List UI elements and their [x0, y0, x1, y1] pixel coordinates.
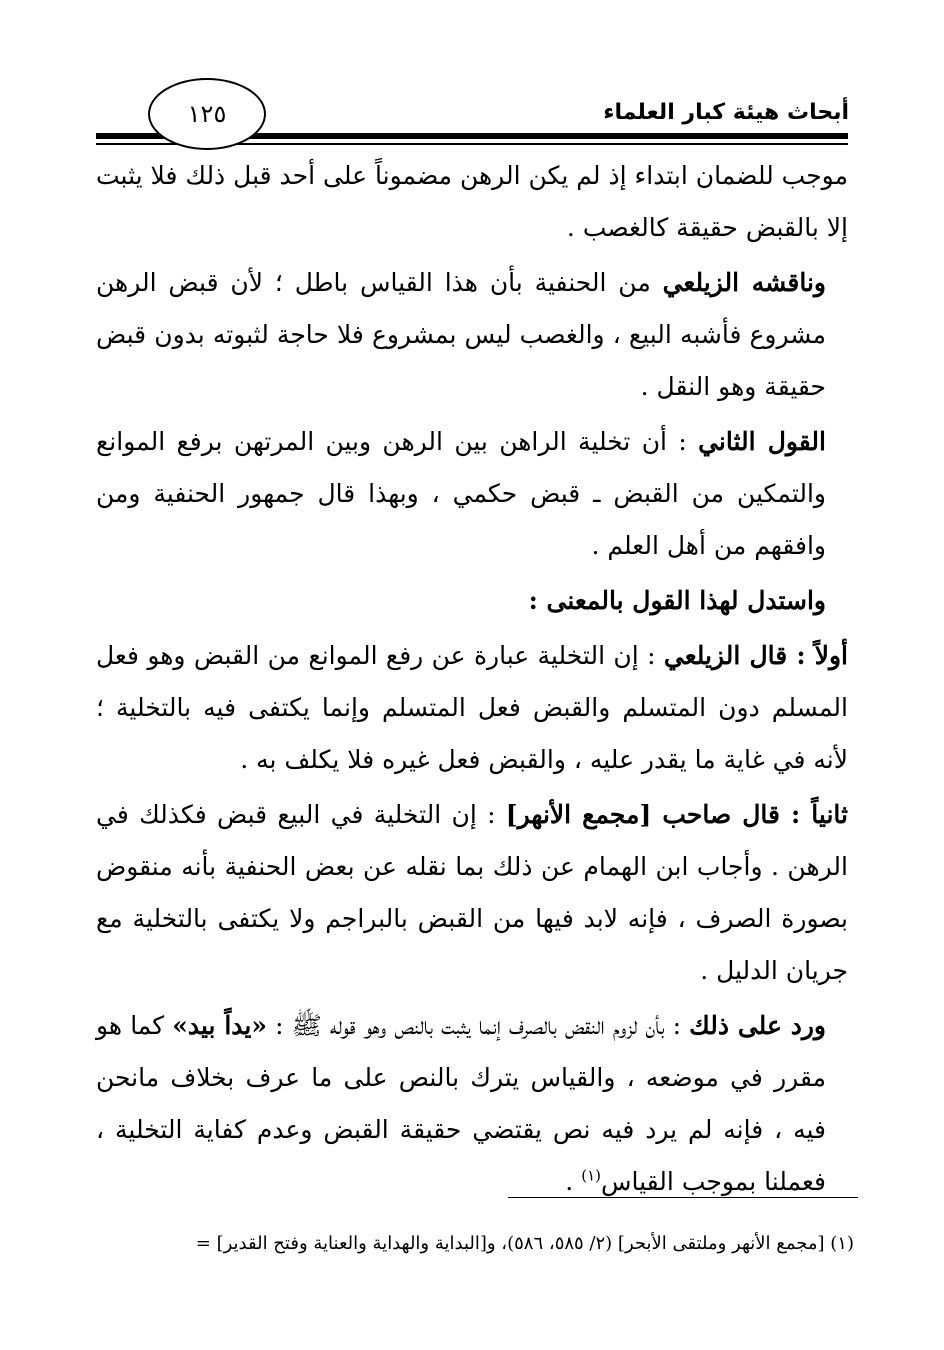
paragraph-3: القول الثاني : أن تخلية الراهن بين الرهن وبين المرتهن برفع الموانع والتمكين من القبض ـ قبض حكمي ، وبهذا قال جمهور الحنفية ومن وافقهم من أهل العلم . — [96, 427, 826, 560]
footnote-reference[interactable]: (١) — [581, 1166, 601, 1185]
hadith-quote: «يداً بيد» — [172, 1011, 267, 1040]
paragraph-2: وناقشه الزيلعي من الحنفية بأن هذا القياس باطل ؛ لأن قبض الرهن مشروع فأشبه البيع ، والغصب ليس بمشروع فلا حاجة لثبوته بدون قبض حقيقة وهو النقل . — [96, 268, 827, 401]
paragraph-7-lead: ورد على ذلك — [689, 1011, 826, 1040]
paragraph-4-heading: واستدل لهذا القول بالمعنى : — [528, 586, 826, 615]
paragraph-7: ورد على ذلك : بأن لزوم النقض بالصرف إنما يثبت بالنص وهو قوله ﷺ : «يداً بيد» كما هو مقرر في موضعه ، والقياس يترك بالنص على ما عرف بخلاف مانحن فيه ، فإنه لم يرد فيه نص يقتضي حقيقة القبض وعدم كفاية التخلية ، فعملنا بموجب القياس$^{(١)}$ . — [96, 1011, 826, 1196]
footnote-text: (١) [مجمع الأنهر وملتقى الأبحر] (٢/ ٥٨٥، ٥٨٦)، و[البداية والهداية والعناية وفتح القدير] = — [195, 1233, 854, 1254]
paragraph-4 — [96, 575, 848, 627]
paragraph-1: موجب للضمان ابتداء إذ لم يكن الرهن مضموناً على أحد قبل ذلك فلا يثبت إلا بالقبض حقيقة كالغصب . — [96, 161, 848, 242]
body-text — [96, 150, 848, 1211]
page-number: ١٢٥ — [148, 78, 266, 150]
paragraph-6-lead: ثانياً : قال صاحب [مجمع الأنهر] — [505, 800, 848, 829]
footnote-rule — [508, 1197, 858, 1198]
running-header-title: أبحاث هيئة كبار العلماء — [603, 100, 849, 125]
paragraph-5-lead: أولاً : قال الزيلعي — [663, 641, 848, 670]
paragraph-3-lead: القول الثاني — [698, 427, 826, 456]
paragraph-5: أولاً : قال الزيلعي : إن التخلية عبارة عن رفع الموانع من القبض وهو فعل المسلم دون المتسلم والقبض فعل المتسلم وإنما يكتفى فيه بالتخلية ؛ لأنه في غاية ما يقدر عليه ، والقبض فعل غيره فلا يكلف به . — [96, 641, 848, 774]
paragraph-6: ثانياً : قال صاحب [مجمع الأنهر] : إن التخلية في البيع قبض فكذلك في الرهن . وأجاب ابن الهمام عن ذلك بما نقله عن بعض الحنفية بأنه منقوض بصورة الصرف ، فإنه لابد فيها من القبض بالبراجم ولا يكتفى بالتخلية مع جريان الدليل . — [96, 800, 848, 985]
paragraph-2-lead: وناقشه الزيلعي — [662, 268, 827, 297]
